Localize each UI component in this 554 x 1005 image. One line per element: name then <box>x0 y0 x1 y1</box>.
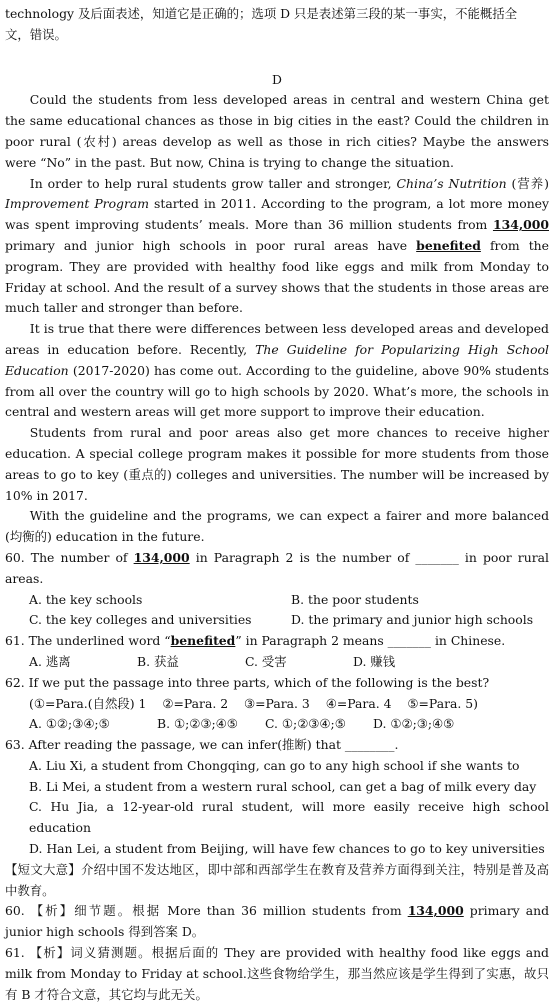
analysis-60: 60. 【析】细节题。根据 More than 36 million students from 134,000 primary and junior high schools 得到答案 D。 <box>5 903 549 940</box>
q62-option-d: D. ①②;③;④⑤ <box>373 716 455 732</box>
q61-option-b: B. 获益 <box>137 653 179 669</box>
q62-options <box>5 714 549 735</box>
q62-paragraph-key: (①=Para.(自然段) 1 ②=Para. 2 ③=Para. 3 ④=Para. 4 ⑤=Para. 5) <box>29 695 478 711</box>
q61-option-d: D. 赚钱 <box>353 653 396 669</box>
q62-option-b: B. ①;②③;④⑤ <box>157 716 238 732</box>
q63-option-c: C. Hu Jia, a 12-year-old rural student, will more easily receive high school education <box>29 799 549 836</box>
paragraph-5: With the guideline and the programs, we can expect a fairer and more balanced (均衡的) education in the future. <box>5 508 549 545</box>
q62-option-c: C. ①;②③④;⑤ <box>265 716 346 732</box>
q60-options-row-2 <box>5 610 549 631</box>
paragraph-3: It is true that there were differences between less developed areas and developed areas in education before. Recently, The Guideline for Popularizing High School Education (2017-2020) has come out. According to the guideline, above 90% students from all over the country will go to high schools by 2020. What’s more, the schools in central and western areas will get more support to improve their education. <box>5 321 549 420</box>
program-title: China’s Nutrition <box>396 175 507 191</box>
q61-word: benefited <box>170 633 236 649</box>
q61-options <box>5 652 549 673</box>
analysis-60-number: 134,000 <box>407 903 464 919</box>
q60-option-c: C. the key colleges and universities <box>29 612 252 628</box>
q63-option-b: B. Li Mei, a student from a western rural school, can get a bag of milk every day <box>29 778 537 794</box>
q60-number: 134,000 <box>133 549 190 565</box>
question-63: 63. After reading the passage, we can infer(推断) that ________. <box>5 737 399 753</box>
passage-letter: D <box>272 71 282 87</box>
q61-option-c: C. 受害 <box>245 653 287 669</box>
paragraph-2: In order to help rural students grow taller and stronger, China’s Nutrition (营养) Improvement Program started in 2011. According to the program, a lot more money was spent improving students’ meals. More than 36 million students from 134,000 primary and junior high schools in poor rural areas have benefited from the program. They are provided with healthy food like eggs and milk from Monday to Friday at school. And the result of a survey shows that the students in those areas are much taller and stronger than before. <box>5 175 550 316</box>
analysis-61: 61. 【析】词义猜测题。根据后面的 They are provided with healthy food like eggs and milk from Monday to Friday at school.这些食物给学生，那当然应该是学生得到了实惠，故只有 B 才符合文意，其它均与此无关。 <box>5 945 549 1002</box>
q63-option-d: D. Han Lei, a student from Beijing, will have few chances to go to key universities <box>29 841 545 857</box>
intro-line-2: 文，错误。 <box>5 26 67 42</box>
intro-line-1: technology 及后面表述，知道它是正确的；选项 D 只是表述第三段的某一事实，不能概括全 <box>5 6 518 21</box>
q60-option-d: D. the primary and junior high schools <box>291 612 534 628</box>
paragraph-4: Students from rural and poor areas also get more chances to receive higher education. A special college program makes it possible for more students from those areas to go to key (重点的) colleges and universities. The number will be increased by 10% in 2017. <box>5 425 549 503</box>
q60-options-row-1 <box>5 590 549 611</box>
q63-option-a: A. Liu Xi, a student from Chongqing, can go to any high school if she wants to <box>29 757 520 773</box>
q60-option-b: B. the poor students <box>291 591 419 607</box>
question-62: 62. If we put the passage into three parts, which of the following is the best? <box>5 674 490 690</box>
guideline-title: The Guideline for Popularizing High School Education <box>5 341 549 378</box>
underlined-number: 134,000 <box>492 217 549 233</box>
underlined-word: benefited <box>416 237 481 253</box>
q62-option-a: A. ①②;③④;⑤ <box>29 716 110 732</box>
question-60: 60. The number of 134,000 in Paragraph 2 is the number of _______ in poor rural areas. <box>5 549 549 586</box>
summary: 【短文大意】介绍中国不发达地区，即中部和西部学生在教育及营养方面得到关注，特别是普及高中教育。 <box>5 861 549 898</box>
q61-option-a: A. 逃离 <box>29 653 71 669</box>
question-61: 61. The underlined word “benefited” in Paragraph 2 means _______ in Chinese. <box>5 633 506 649</box>
program-title-2: Improvement Program <box>5 196 150 212</box>
q60-option-a: A. the key schools <box>29 591 143 607</box>
paragraph-1: Could the students from less developed areas in central and western China get the same educational chances as those in big cities in the east? Could the children in poor rural (农村) areas develop as well as those in rich cities? Maybe the answers were “No” in the past. But now, China is trying to change the situation. <box>5 92 549 170</box>
